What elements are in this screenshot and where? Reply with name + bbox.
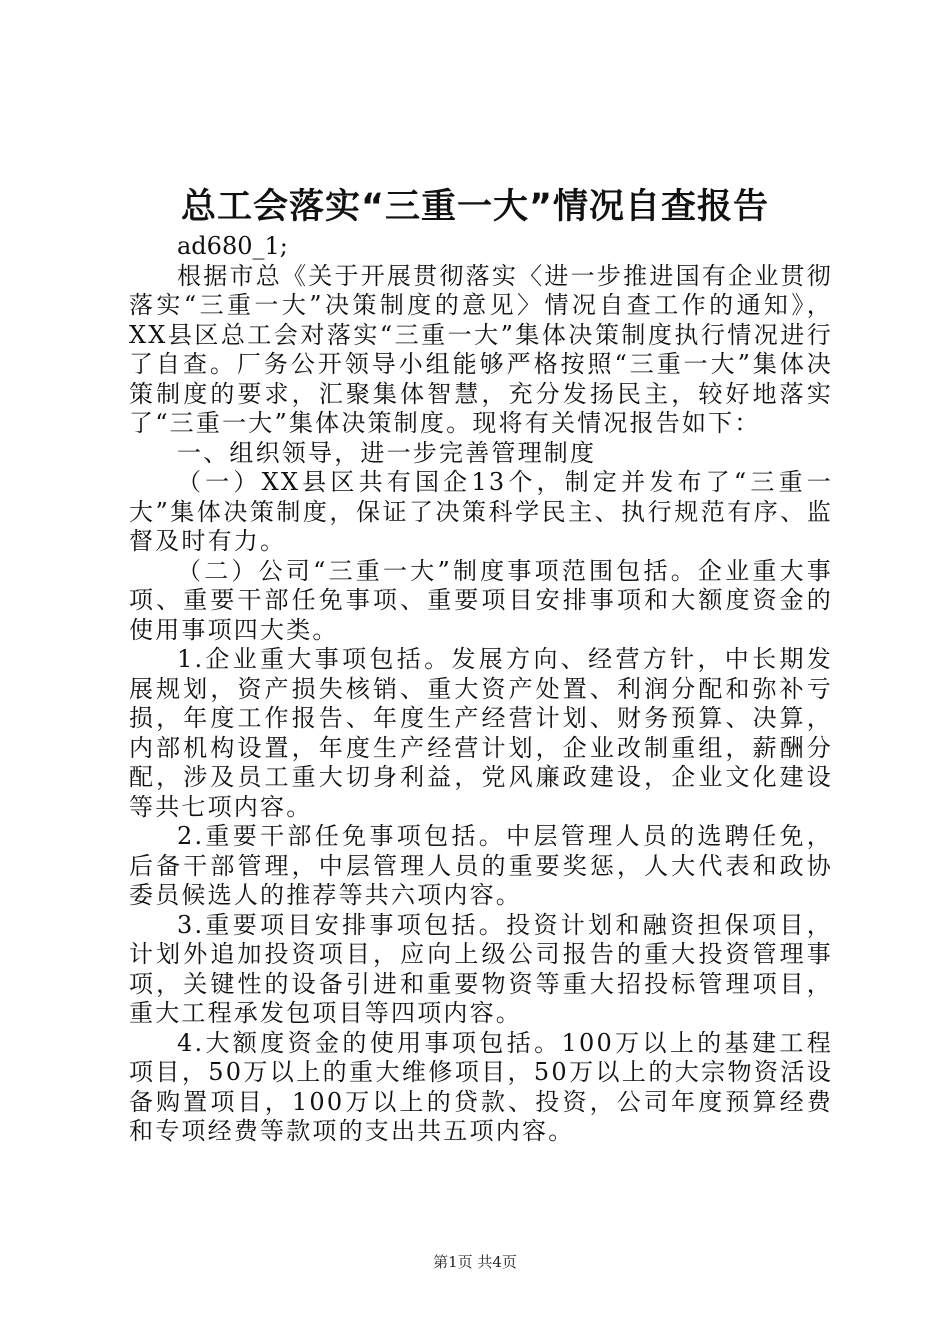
document-title: 总工会落实“三重一大”情况自查报告: [180, 187, 769, 227]
paragraph-item-2: （二）公司“三重一大”制度事项范围包括。企业重大事项、重要干部任免事项、重要项目安排事项和大额度资金的使用事项四大类。: [129, 556, 833, 644]
document-body: [129, 232, 833, 1147]
paragraph-subitem-3: 3.重要项目安排事项包括。投资计划和融资担保项目，计划外追加投资项目，应向上级公司报告的重大投资管理事项，关键性的设备引进和重要物资等重大招投标管理项目，重大工程承发包项目等四项内容。: [129, 910, 833, 1027]
paragraph-item-1: （一）XX县区共有国企13个，制定并发布了“三重一大”集体决策制度，保证了决策科学民主、执行规范有序、监督及时有力。: [129, 468, 833, 555]
paragraph-subitem-4: 4.大额度资金的使用事项包括。100万以上的基建工程项目，50万以上的重大维修项目，50万以上的大宗物资活设备购置项目，100万以上的贷款、投资，公司年度预算经费和专项经费等款项的支出共五项内容。: [129, 1028, 833, 1145]
reference-code: ad680_1;: [177, 232, 288, 260]
paragraph-intro: 根据市总《关于开展贯彻落实〈进一步推进国有企业贯彻落实“三重一大”决策制度的意见〉情况自查工作的通知》，XX县区总工会对落实“三重一大”集体决策制度执行情况进行了自查。厂务公开领导小组能够严格按照“三重一大”集体决策制度的要求，汇聚集体智慧，充分发扬民主，较好地落实了“三重一大”集体决策制度。现将有关情况报告如下：: [129, 261, 833, 437]
paragraph-subitem-1: 1.企业重大事项包括。发展方向、经营方针，中长期发展规划，资产损失核销、重大资产处置、利润分配和弥补亏损，年度工作报告、年度生产经营计划、财务预算、决算，内部机构设置，年度生产经营计划，企业改制重组，薪酬分配，涉及员工重大切身利益，党风廉政建设，企业文化建设等共七项内容。: [129, 645, 833, 821]
paragraph-subitem-2: 2.重要干部任免事项包括。中层管理人员的选聘任免，后备干部管理，中层管理人员的重要奖惩，人大代表和政协委员候选人的推荐等共六项内容。: [129, 822, 833, 909]
page-footer: 第1页 共4页: [433, 1253, 517, 1271]
section-heading-1: 一、组织领导，进一步完善管理制度: [177, 438, 597, 467]
